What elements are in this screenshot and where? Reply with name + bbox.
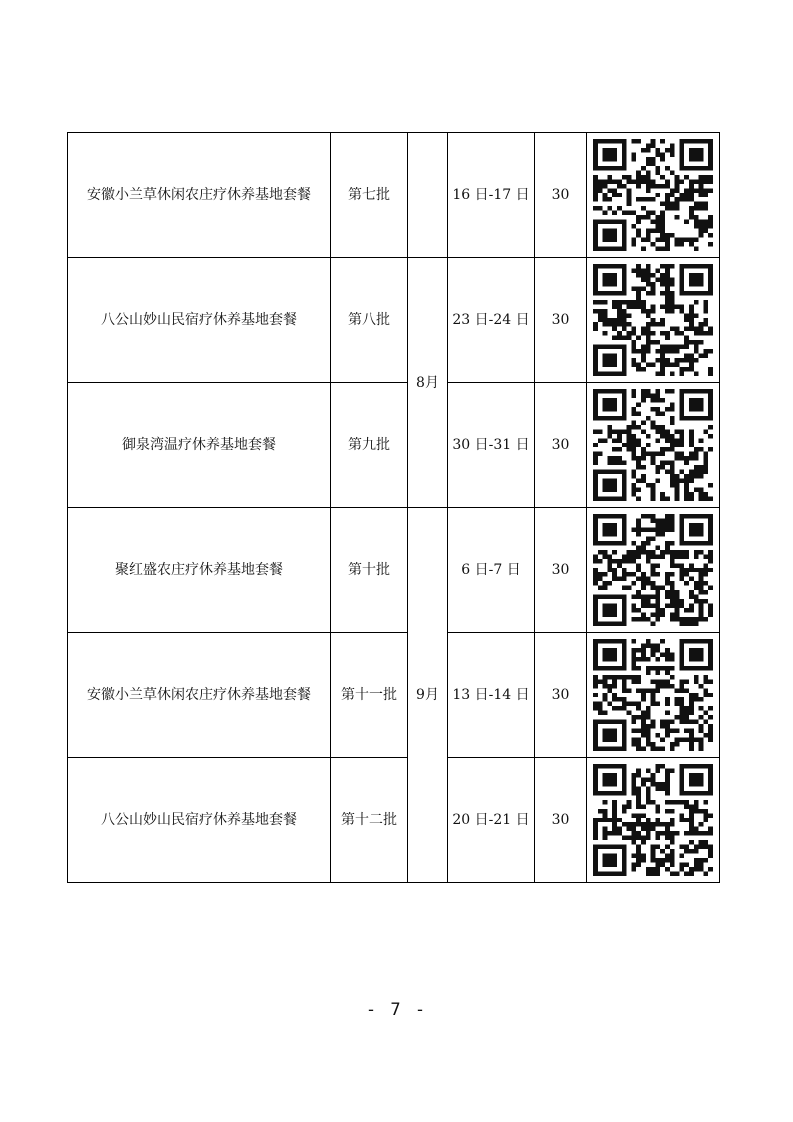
date-range-cell: 16 日-17 日 <box>448 133 535 258</box>
batch-cell: 第七批 <box>331 133 408 258</box>
package-name-cell: 安徽小兰草休闲农庄疗休养基地套餐 <box>68 633 331 758</box>
page-number: - 7 - <box>365 1000 428 1020</box>
date-range-cell: 13 日-14 日 <box>448 633 535 758</box>
qr-code-icon <box>593 639 713 751</box>
table-row <box>68 133 720 258</box>
package-name-cell: 聚红盛农庄疗休养基地套餐 <box>68 508 331 633</box>
table-row <box>68 258 720 383</box>
quota-cell: 30 <box>535 508 587 633</box>
package-name-cell: 八公山妙山民宿疗休养基地套餐 <box>68 758 331 883</box>
qr-cell <box>587 758 720 883</box>
package-name-cell: 御泉湾温疗休养基地套餐 <box>68 383 331 508</box>
quota-cell: 30 <box>535 383 587 508</box>
qr-code-icon <box>593 389 713 501</box>
batch-cell: 第十二批 <box>331 758 408 883</box>
batch-cell: 第九批 <box>331 383 408 508</box>
date-range-cell: 23 日-24 日 <box>448 258 535 383</box>
qr-cell <box>587 508 720 633</box>
batch-cell: 第十批 <box>331 508 408 633</box>
month-cell-september: 9月 <box>408 508 448 883</box>
qr-code-icon <box>593 764 713 876</box>
month-cell-august: 8月 <box>408 258 448 508</box>
quota-cell: 30 <box>535 258 587 383</box>
qr-cell <box>587 258 720 383</box>
package-name-cell: 八公山妙山民宿疗休养基地套餐 <box>68 258 331 383</box>
qr-code-icon <box>593 514 713 626</box>
date-range-cell: 20 日-21 日 <box>448 758 535 883</box>
table-row <box>68 633 720 758</box>
qr-code-icon <box>593 139 713 251</box>
month-cell-empty <box>408 133 448 258</box>
qr-cell <box>587 633 720 758</box>
date-range-cell: 6 日-7 日 <box>448 508 535 633</box>
batch-cell: 第十一批 <box>331 633 408 758</box>
package-name-cell: 安徽小兰草休闲农庄疗休养基地套餐 <box>68 133 331 258</box>
date-range-cell: 30 日-31 日 <box>448 383 535 508</box>
qr-cell <box>587 133 720 258</box>
quota-cell: 30 <box>535 633 587 758</box>
quota-cell: 30 <box>535 133 587 258</box>
qr-code-icon <box>593 264 713 376</box>
table-row <box>68 508 720 633</box>
qr-cell <box>587 383 720 508</box>
table-row <box>68 758 720 883</box>
schedule-table <box>67 132 720 883</box>
batch-cell: 第八批 <box>331 258 408 383</box>
table-row <box>68 383 720 508</box>
quota-cell: 30 <box>535 758 587 883</box>
